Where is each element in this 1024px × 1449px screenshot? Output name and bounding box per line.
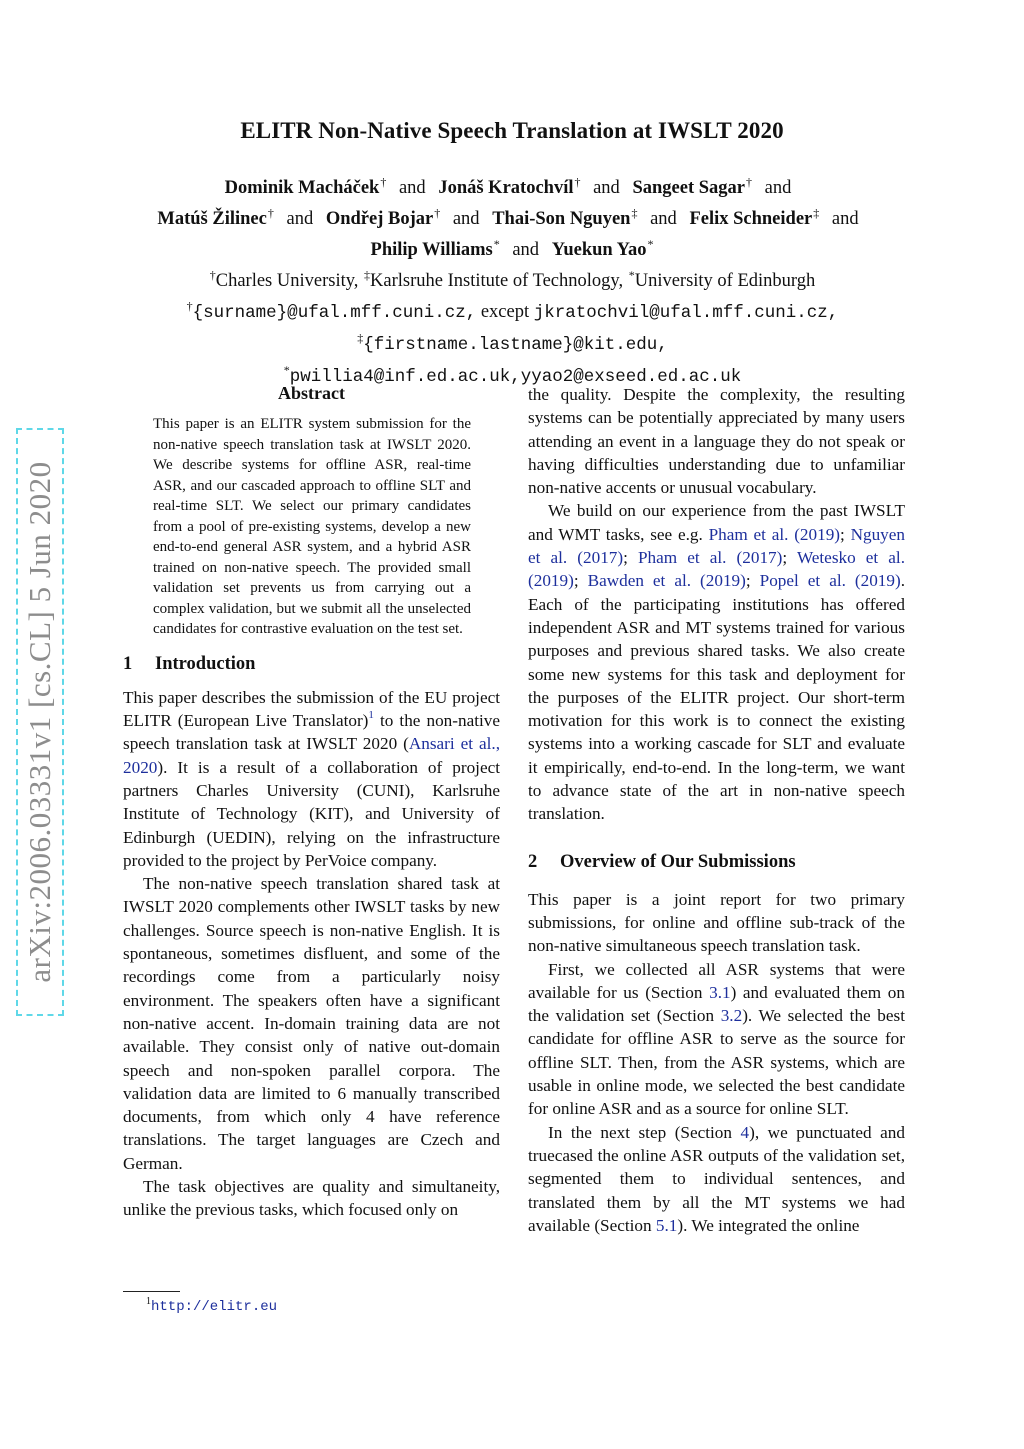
- affiliation-mark: *: [283, 363, 290, 377]
- footnote-url-link[interactable]: http://elitr.eu: [151, 1299, 278, 1315]
- affiliation-mark: †: [209, 268, 216, 282]
- citation-link[interactable]: Popel et al. (2019): [759, 571, 901, 591]
- footnote: [146, 1296, 277, 1315]
- author-separator: and: [593, 178, 620, 198]
- affiliation-mark: †: [267, 206, 274, 220]
- author-name: Dominik Macháček: [224, 178, 380, 198]
- paragraph-text: ;: [623, 548, 638, 568]
- affiliation-mark: †: [380, 175, 387, 189]
- paragraph-text: ), we punctuated and truecased the online ASR outputs of the validation set, segmented them to individual sentences, and translated them by all the MT systems we had available (Section: [528, 1122, 905, 1235]
- author-separator: and: [398, 178, 426, 198]
- affiliation-mark: †: [434, 206, 441, 220]
- intro-paragraph-4: [528, 499, 905, 825]
- affiliation-mark: *: [628, 268, 635, 282]
- right-column: [528, 383, 905, 1237]
- paragraph-text: ;: [573, 571, 588, 591]
- overview-paragraph-2: [528, 958, 905, 1121]
- intro-paragraph-2: The non-native speech translation shared task at IWSLT 2020 complements other IWSLT tasks by new challenges. Source speech is non-native English. It is spontaneous, sometimes disfluent, and some of the recordings come from a particularly noisy environment. The speakers often have a significant non-native accent. In-domain training data are not available. They consist only of native out-domain speech and non-spoken parallel corpora. The validation data are limited to 6 manually transcribed documents, from which only 4 have reference translations. The target languages are Czech and German.: [123, 874, 500, 1173]
- author-separator: and: [764, 178, 792, 198]
- section-number: 2: [528, 851, 538, 872]
- left-column: [123, 382, 500, 1222]
- author-separator: and: [452, 209, 480, 229]
- author-line-2: [0, 201, 1024, 232]
- author-separator: and: [831, 209, 859, 229]
- citation-link[interactable]: Bawden et al. (2019): [587, 571, 746, 591]
- section-ref-link[interactable]: 4: [740, 1122, 750, 1142]
- author-separator: and: [512, 240, 540, 260]
- affiliation-mark: *: [493, 237, 500, 251]
- author-name: Yuekun Yao: [551, 240, 647, 260]
- author-name: Thai-Son Nguyen: [492, 209, 631, 229]
- paragraph-text: ). We integrated the online: [677, 1215, 860, 1235]
- footnote-rule: [123, 1291, 180, 1292]
- section-title: Introduction: [155, 653, 256, 674]
- affiliation-edinburgh: University of Edinburgh: [634, 271, 816, 291]
- affiliation-mark: ‡: [631, 206, 638, 220]
- paragraph-text: . Each of the participating institutions has offered independent ASR and MT systems trained for various purposes and previous shared tasks. We also create some new systems for this task and deployment for the purposes of the ELITR project. Our short-term motivation for this work is to connect the existing systems into a working cascade for SLT and evaluate it empirically, end-to-end. In the long-term, we want to advance state of the art in non-native speech translation.: [528, 571, 906, 824]
- arxiv-stamp-text: arXiv:2006.03331v1 [cs.CL] 5 Jun 2020: [22, 461, 57, 983]
- affiliation-mark: †: [745, 175, 752, 189]
- overview-paragraph-1: This paper is a joint report for two primary submissions, for online and offline sub-track of the non-native simultaneous speech translation task.: [528, 889, 905, 956]
- author-name: Jonáš Kratochvíl: [438, 178, 574, 198]
- footnote-ref[interactable]: 1: [368, 709, 374, 722]
- section-number: 1: [123, 653, 133, 674]
- overview-paragraph-3: [528, 1121, 905, 1237]
- email-cuni-exception: jkratochvil@ufal.mff.cuni.cz,: [533, 303, 839, 323]
- affiliation-mark: †: [186, 299, 193, 313]
- affiliation-kit: Karlsruhe Institute of Technology,: [370, 271, 628, 291]
- abstract-heading: Abstract: [278, 383, 345, 403]
- affiliation-mark: *: [647, 237, 654, 251]
- section-heading-overview: [528, 850, 905, 874]
- abstract-text: This paper is an ELITR system submission for the non-native speech translation task at IWSLT 2020. We describe systems for offline ASR, real-time ASR, and our cascaded approach to offline SLT and real-time SLT. We select our primary candidates from a pool of pre-existing systems, develop a new end-to-end general ASR system, and a hybrid ASR trained on non-native speech. The provided small validation set prevents us from carrying out a complex validation, but we submit all the unselected candidates for contrastive evaluation on the test set.: [153, 416, 471, 638]
- author-name: Philip Williams: [370, 240, 493, 260]
- citation-link[interactable]: Nguyen et al. (2017): [528, 524, 905, 568]
- section-ref-link[interactable]: 3.1: [709, 982, 731, 1002]
- affiliation-mark: ‡: [364, 268, 371, 282]
- paragraph-text: ;: [782, 548, 797, 568]
- section-ref-link[interactable]: 5.1: [655, 1215, 678, 1235]
- intro-paragraph-3-continued: the quality. Despite the complexity, the resulting systems can be potentially appreciated by many users attending an event in a language they do not speak or having difficulties understanding due to unfamiliar non-native accents or unusual vocabulary.: [528, 385, 905, 498]
- section-title: Overview of Our Submissions: [560, 851, 796, 872]
- affiliation-cuni: Charles University,: [215, 271, 364, 291]
- paragraph-text: ;: [745, 571, 760, 591]
- paragraph-text: In the next step (Section: [548, 1122, 741, 1142]
- citation-link[interactable]: Wetesko et al. (2019): [528, 548, 905, 591]
- section-ref-link[interactable]: 3.2: [720, 1006, 743, 1026]
- footnote-mark: 1: [146, 1296, 151, 1307]
- paragraph-text: This paper describes the submission of the EU project ELITR (European Live Translator): [123, 687, 500, 731]
- email-cuni: {surname}@ufal.mff.cuni.cz,: [192, 303, 477, 323]
- email-kit: {firstname.lastname}@kit.edu,: [363, 335, 668, 355]
- author-name: Felix Schneider: [689, 209, 813, 229]
- paragraph-text: ). We selected the best candidate for offline ASR to serve as the source for offline SLT. Then, from the ASR systems, which are usable in online mode, we selected the best candidate for online ASR and as a source for online SLT.: [528, 1006, 905, 1119]
- author-name: Sangeet Sagar: [632, 178, 745, 198]
- affiliations-line: [0, 263, 1024, 294]
- paragraph-text: We build on our experience from the past IWSLT and WMT tasks, see e.g.: [528, 501, 905, 544]
- citation-link[interactable]: Ansari et al., 2020: [123, 734, 500, 777]
- author-line-1: [0, 170, 1024, 201]
- paragraph-text: ) and evaluated them on the validation set (Section: [528, 982, 905, 1026]
- paragraph-text: First, we collected all ASR systems that were available for us (Section: [528, 959, 905, 1002]
- author-name: Ondřej Bojar: [325, 209, 434, 229]
- section-heading-introduction: [123, 652, 500, 676]
- paragraph-text: to the non-native speech translation task at IWSLT 2020 (: [123, 711, 500, 754]
- email-edinburgh: pwillia4@inf.ed.ac.uk,yyao2@exseed.ed.ac.uk: [289, 367, 742, 387]
- author-name: Matúš Žilinec: [157, 209, 267, 229]
- affiliation-mark: ‡: [813, 206, 820, 220]
- affiliation-mark: ‡: [357, 331, 364, 345]
- author-separator: and: [286, 209, 314, 229]
- paper-title: ELITR Non-Native Speech Translation at IWSLT 2020: [240, 118, 784, 143]
- citation-link[interactable]: Pham et al. (2019): [708, 524, 841, 544]
- author-block: [0, 170, 1024, 390]
- author-line-3: [0, 232, 1024, 263]
- email-line-1: [0, 294, 1024, 326]
- intro-paragraph-1: [123, 686, 500, 872]
- email-except-text: except: [480, 302, 530, 322]
- author-separator: and: [650, 209, 677, 229]
- paragraph-text: ). It is a result of a collaboration of project partners Charles University (CUNI), Karlsruhe Institute of Technology (KIT), and University of Edinburgh (UEDIN), relying on the infrastructure provided to the project by PerVoice company.: [123, 757, 500, 870]
- email-line-2: [0, 326, 1024, 358]
- arxiv-stamp[interactable]: [16, 428, 64, 1016]
- intro-paragraph-3: The task objectives are quality and simultaneity, unlike the previous tasks, which focused only on: [123, 1177, 500, 1220]
- citation-link[interactable]: Pham et al. (2017): [638, 548, 783, 568]
- affiliation-mark: †: [574, 175, 581, 189]
- paragraph-text: ;: [840, 524, 851, 544]
